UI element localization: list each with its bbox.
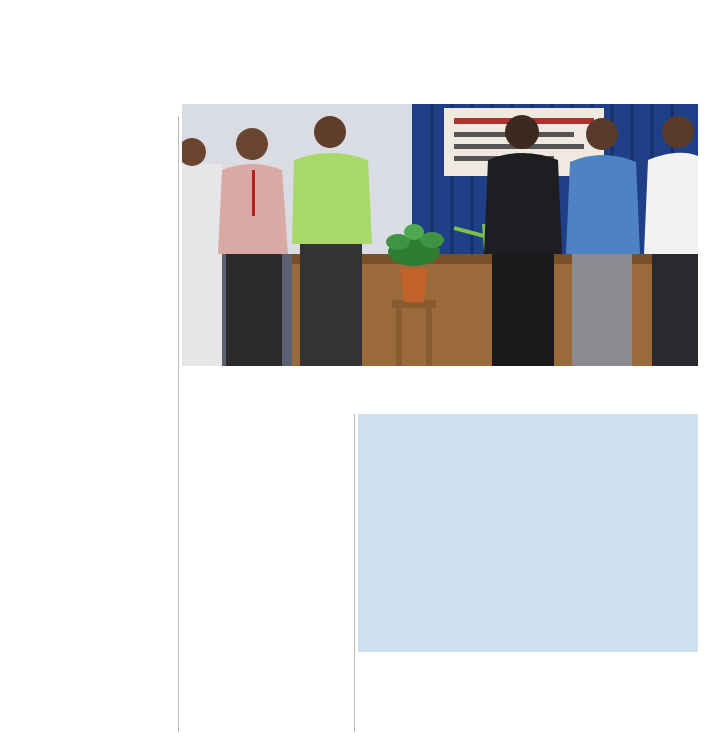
bottom-column-3 [588,656,700,732]
left-column [8,118,176,732]
column-rule [178,116,179,732]
info-box-body [368,458,690,648]
middle-column [182,414,350,732]
bottom-column-2 [472,656,582,732]
kicker-headline [6,6,704,32]
news-source-credit [8,100,178,118]
bottom-column-1 [358,656,466,732]
photo-caption [190,371,698,407]
column-rule [354,414,355,732]
main-headline [6,34,704,90]
event-photo-illustration [182,104,698,366]
info-box [358,414,698,652]
event-photo [182,104,698,366]
info-box-title [364,418,684,452]
